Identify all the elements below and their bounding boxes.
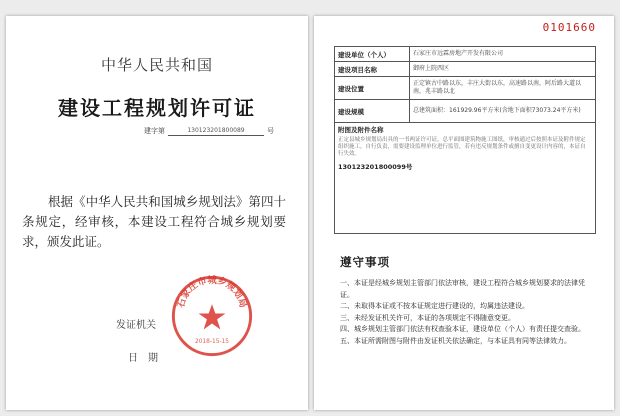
date-label: 日期 (128, 353, 168, 364)
notice-list (340, 278, 594, 347)
svg-text:石家庄市城乡规划局 (175, 274, 249, 309)
notice-item: 二、未取得本证或不按本证规定进行建设的，均属违法建设。 (340, 302, 529, 310)
table-row (335, 77, 596, 100)
table-row-attachments (335, 123, 596, 234)
table-row (335, 62, 596, 77)
seal-date: 2018-15-15 (194, 338, 230, 345)
row-value: 正定镇古中路以东，丰庄大街以东，高速路以南，阿后路大道以南，兆丰路以北 (410, 77, 596, 100)
number-label: 建字第 (144, 127, 165, 135)
number-value: 130123201800089 (168, 127, 264, 136)
attachment-text: 正定县城乡规划局出具的一书两证许可证，总平面图建筑物施工图纸，审核通过后按照本证及附件规定组织施工，自行负责，需要建设监理单位进行监管，若有违反规划条件或擅自变更设计内容的，本证自行失效。 (338, 137, 586, 157)
row-value: 御府上院西区 (410, 62, 596, 77)
table-row (335, 47, 596, 62)
notice-item: 五、本证所需附图与附件由发证机关依法确定，与本证具有同等法律效力。 (340, 336, 571, 345)
serial-number: 0101660 (542, 21, 596, 34)
project-info-table (334, 46, 596, 234)
attachment-title: 附图及附件名称 (338, 126, 384, 134)
certificate-front-page (6, 16, 308, 410)
table-row (335, 100, 596, 123)
notice-item: 三、未经发证机关许可，本证的各项规定不得随意变更。 (340, 313, 515, 322)
row-label: 建设项目名称 (335, 62, 410, 77)
row-value: 石家庄市远霖房地产开发有限公司 (410, 47, 596, 62)
row-label: 建设规模 (335, 100, 410, 123)
row-value: 总建筑面积：161929.96平方米(含地下面积73073.24平方米) (410, 100, 596, 123)
number-suffix: 号 (267, 127, 274, 135)
row-label: 建设位置 (335, 77, 410, 100)
row-label: 建设单位（个人） (335, 47, 410, 62)
certificate-title: 建设工程规划许可证 (58, 96, 256, 120)
notice-title: 遵守事项 (340, 255, 390, 269)
notice-item: 一、本证是经城乡规划主管部门依法审核，建设工程符合城乡规划要求的法律凭证。 (340, 279, 585, 299)
official-seal-stamp (170, 274, 254, 358)
attachment-number: 130123201800099号 (338, 163, 413, 171)
certificate-number (144, 126, 274, 136)
certificate-back-page (314, 16, 614, 410)
seal-text: 石家庄市城乡规划局 (175, 274, 249, 310)
attachments-cell (335, 123, 596, 234)
country-name: 中华人民共和国 (100, 56, 213, 74)
certificate-body-text: 根据《中华人民共和国城乡规划法》第四十条规定，经审核，本建设工程符合城乡规划要求，颁发此证。 (22, 194, 286, 249)
seal-star-icon (199, 304, 226, 329)
issuer-label: 发证机关 (116, 320, 156, 331)
notice-item: 四、城乡规划主管部门依法有权查验本证，建设单位（个人）有责任提交查验。 (340, 325, 585, 333)
